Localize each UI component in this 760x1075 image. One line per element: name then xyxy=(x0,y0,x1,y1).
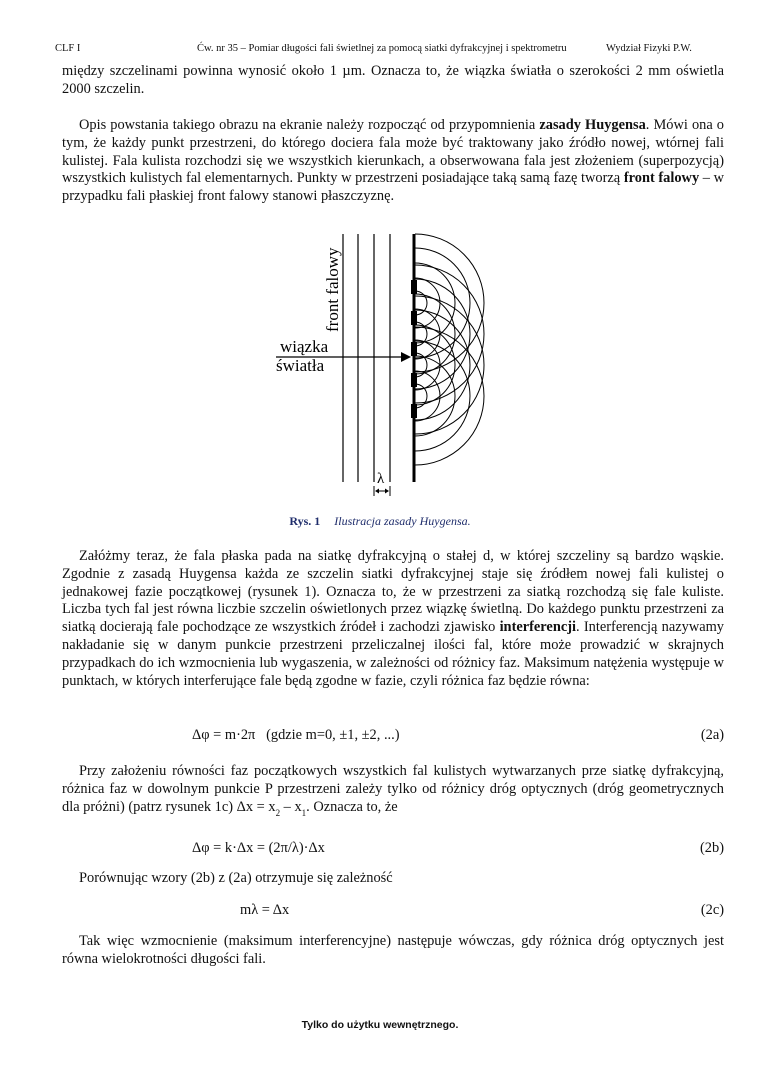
paragraph-huygens: Opis powstania takiego obrazu na ekranie należy rozpocząć od przypomnienia zasady Huygensa. Mówi ona o tym, że każdy punkt przestrzeni, do którego dociera fala może być traktowany jako źródło nowej, wtórnej fali kulistej. Fala kulista rozchodzi się we wszystkich kierunkach, a obserwowana fala jest złożeniem (superpozycją) wszystkich kulistych fal elementarnych. Punkty w przestrzeni posiadające taką samą fazę tworzą front falowy – w przypadku fali płaskiej front falowy stanowi płaszczyznę. xyxy=(62,117,724,205)
slit-block xyxy=(411,373,417,387)
label-swiatla: światła xyxy=(276,356,325,375)
label-wiazka: wiązka xyxy=(280,337,329,356)
header-left: CLF I xyxy=(55,43,81,54)
paragraph-1: między szczelinami powinna wynosić około 1 µm. Oznacza to, że wiązka światła o szerokości 2 mm oświetla 2000 szczelin. xyxy=(62,63,724,97)
header-center: Ćw. nr 35 – Pomiar długości fali świetlnej za pomocą siatki dyfrakcyjnej i spektrometru xyxy=(197,43,567,54)
beam-arrowhead xyxy=(401,352,411,362)
equation-2c: mλ = Δx xyxy=(240,902,290,918)
equation-2a: Δφ = m·2π (gdzie m=0, ±1, ±2, ...) xyxy=(192,727,400,743)
slit-block xyxy=(411,404,417,418)
term-front-falowy: front falowy xyxy=(623,170,700,187)
huygens-figure xyxy=(0,220,760,520)
slit-block xyxy=(411,342,417,356)
equation-2b: Δφ = k·Δx = (2π/λ)·Δx xyxy=(192,840,325,856)
equation-2a-number: (2a) xyxy=(700,727,724,743)
paragraph-phase: Przy założeniu równości faz początkowych wszystkich fal kulistych wytwarzanych prze siatkę dyfrakcyjną, różnica faz w dowolnym punkcie P przestrzeni zależy tylko od różnicy dróg optycznych (dróg geometrycznych dla próżni) (patrz rysunek 1c) $\Delta x = x_2 - x_1$. Oznacza to, że xyxy=(62,763,724,818)
slit-block xyxy=(411,280,417,294)
huygens-wavelets xyxy=(415,234,484,465)
paragraph-compare: Porównując wzory (2b) z (2a) otrzymuje się zależność xyxy=(79,870,393,886)
term-interferencji: interferencji xyxy=(499,619,577,636)
figure-caption: Rys. 1 Ilustracja zasady Huygensa. xyxy=(289,514,471,528)
term-huygens: zasady Huygensa xyxy=(539,117,646,133)
label-lambda: λ xyxy=(377,471,385,487)
paragraph-conclusion: Tak więc wzmocnienie (maksimum interferencyjne) następuje wówczas, gdy różnica dróg optycznych jest równa wielokrotności długości fali. xyxy=(62,933,724,967)
header-right: Wydział Fizyki P.W. xyxy=(606,43,692,54)
label-front-falowy: front falowy xyxy=(323,247,342,332)
footer-note: Tylko do użytku wewnętrznego. xyxy=(301,1019,459,1031)
slit-block xyxy=(411,311,417,325)
paragraph-interference: Załóżmy teraz, że fala płaska pada na siatkę dyfrakcyjną o stałej d, w której szczeliny są bardzo wąskie. Zgodnie z zasadą Huygensa każda ze szczelin siatki dyfrakcyjnej staje się źródłem nowej fali kulistej o jednakowej fazie początkowej (rysunek 1). Oznacza to, że w przestrzeni za siatką rozchodzą się fale kuliste. Liczba tych fal jest równa liczbie szczelin oświetlonych przez wiązkę świetlną. Do każdego punktu przestrzeni za siatką docierają fale pochodzące ze wszystkich źródeł i zachodzi zjawisko interferencji. Interferencją nazywamy nakładanie się w danym punkcie przestrzeni przeliczalnej ilości fal, które może prowadzić w skrajnych przypadkach do ich wzmocnienia lub wygaszenia, w zależności od różnicy faz. Maksimum natężenia występuje w punktach, w których interferujące fale będą zgodne w fazie, czyli różnica faz będzie równa: xyxy=(62,548,725,689)
equation-2b-number: (2b) xyxy=(700,840,724,856)
equation-2c-number: (2c) xyxy=(700,902,724,918)
